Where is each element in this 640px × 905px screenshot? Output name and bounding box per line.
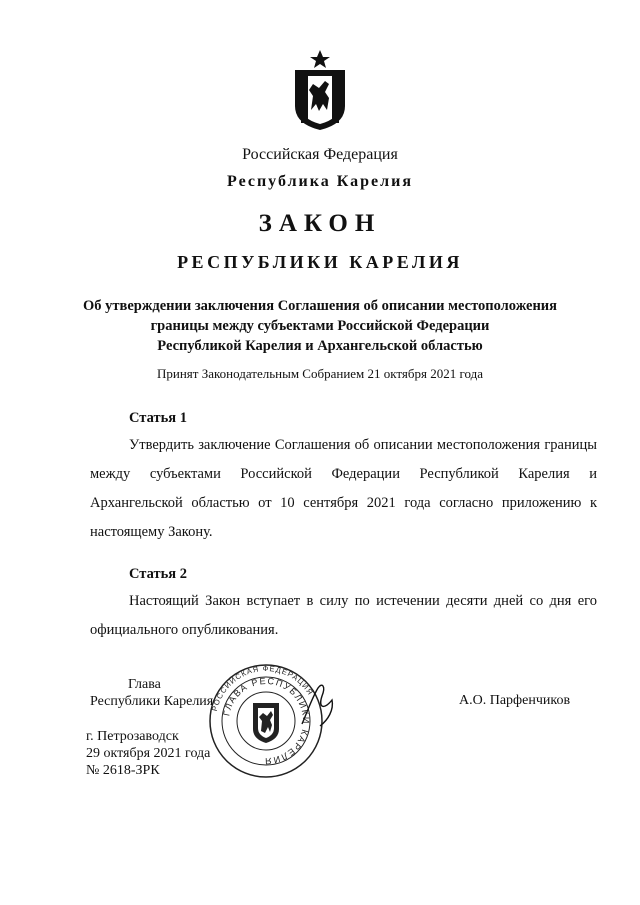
law-title-line: границы между субъектами Российской Федерации xyxy=(150,318,490,334)
signatory-position-line: Глава xyxy=(128,677,161,692)
karelia-coat-of-arms xyxy=(289,48,351,132)
signatory-position-line: Республики Карелия xyxy=(90,694,214,709)
article-2-title: Статья 2 xyxy=(129,566,187,582)
law-number: № 2618-ЗРК xyxy=(86,763,160,778)
country-name: Российская Федерация xyxy=(242,146,398,163)
signatory-name: А.О. Парфенчиков xyxy=(459,693,571,708)
document-type: ЗАКОН xyxy=(258,210,382,237)
document-meta xyxy=(86,728,210,779)
place-of-signing: г. Петрозаводск xyxy=(86,729,179,744)
law-title-line: Республикой Карелия и Архангельской областью xyxy=(157,338,483,354)
seal-outer-text: РОССИЙСКАЯ ФЕДЕРАЦИЯ xyxy=(209,663,316,713)
signing-date: 29 октября 2021 года xyxy=(86,746,211,761)
issuer-name: РЕСПУБЛИКИ КАРЕЛИЯ xyxy=(177,252,463,272)
seal-inner-text: ГЛАВА РЕСПУБЛИКИ КАРЕЛИЯ xyxy=(221,675,312,767)
law-title-line: Об утверждении заключения Соглашения об описании местоположения xyxy=(82,298,558,314)
republic-name: Республика Карелия xyxy=(227,173,413,190)
article-1-title: Статья 1 xyxy=(129,410,187,426)
law-title xyxy=(80,296,560,356)
article-1-text: Утвердить заключение Соглашения об описании местоположения границы между субъектами Российской Федерации Республикой Карелия и Архангельской областью от 10 сентября 2021 года согласно приложению к настоящему Закону. xyxy=(90,437,597,540)
article-2-text: Настоящий Закон вступает в силу по истечении десяти дней со дня его официального опубликования. xyxy=(90,593,597,638)
adoption-note: Принят Законодательным Собранием 21 октября 2021 года xyxy=(156,366,484,381)
handwritten-signature xyxy=(298,680,338,730)
signatory-position xyxy=(90,676,213,710)
